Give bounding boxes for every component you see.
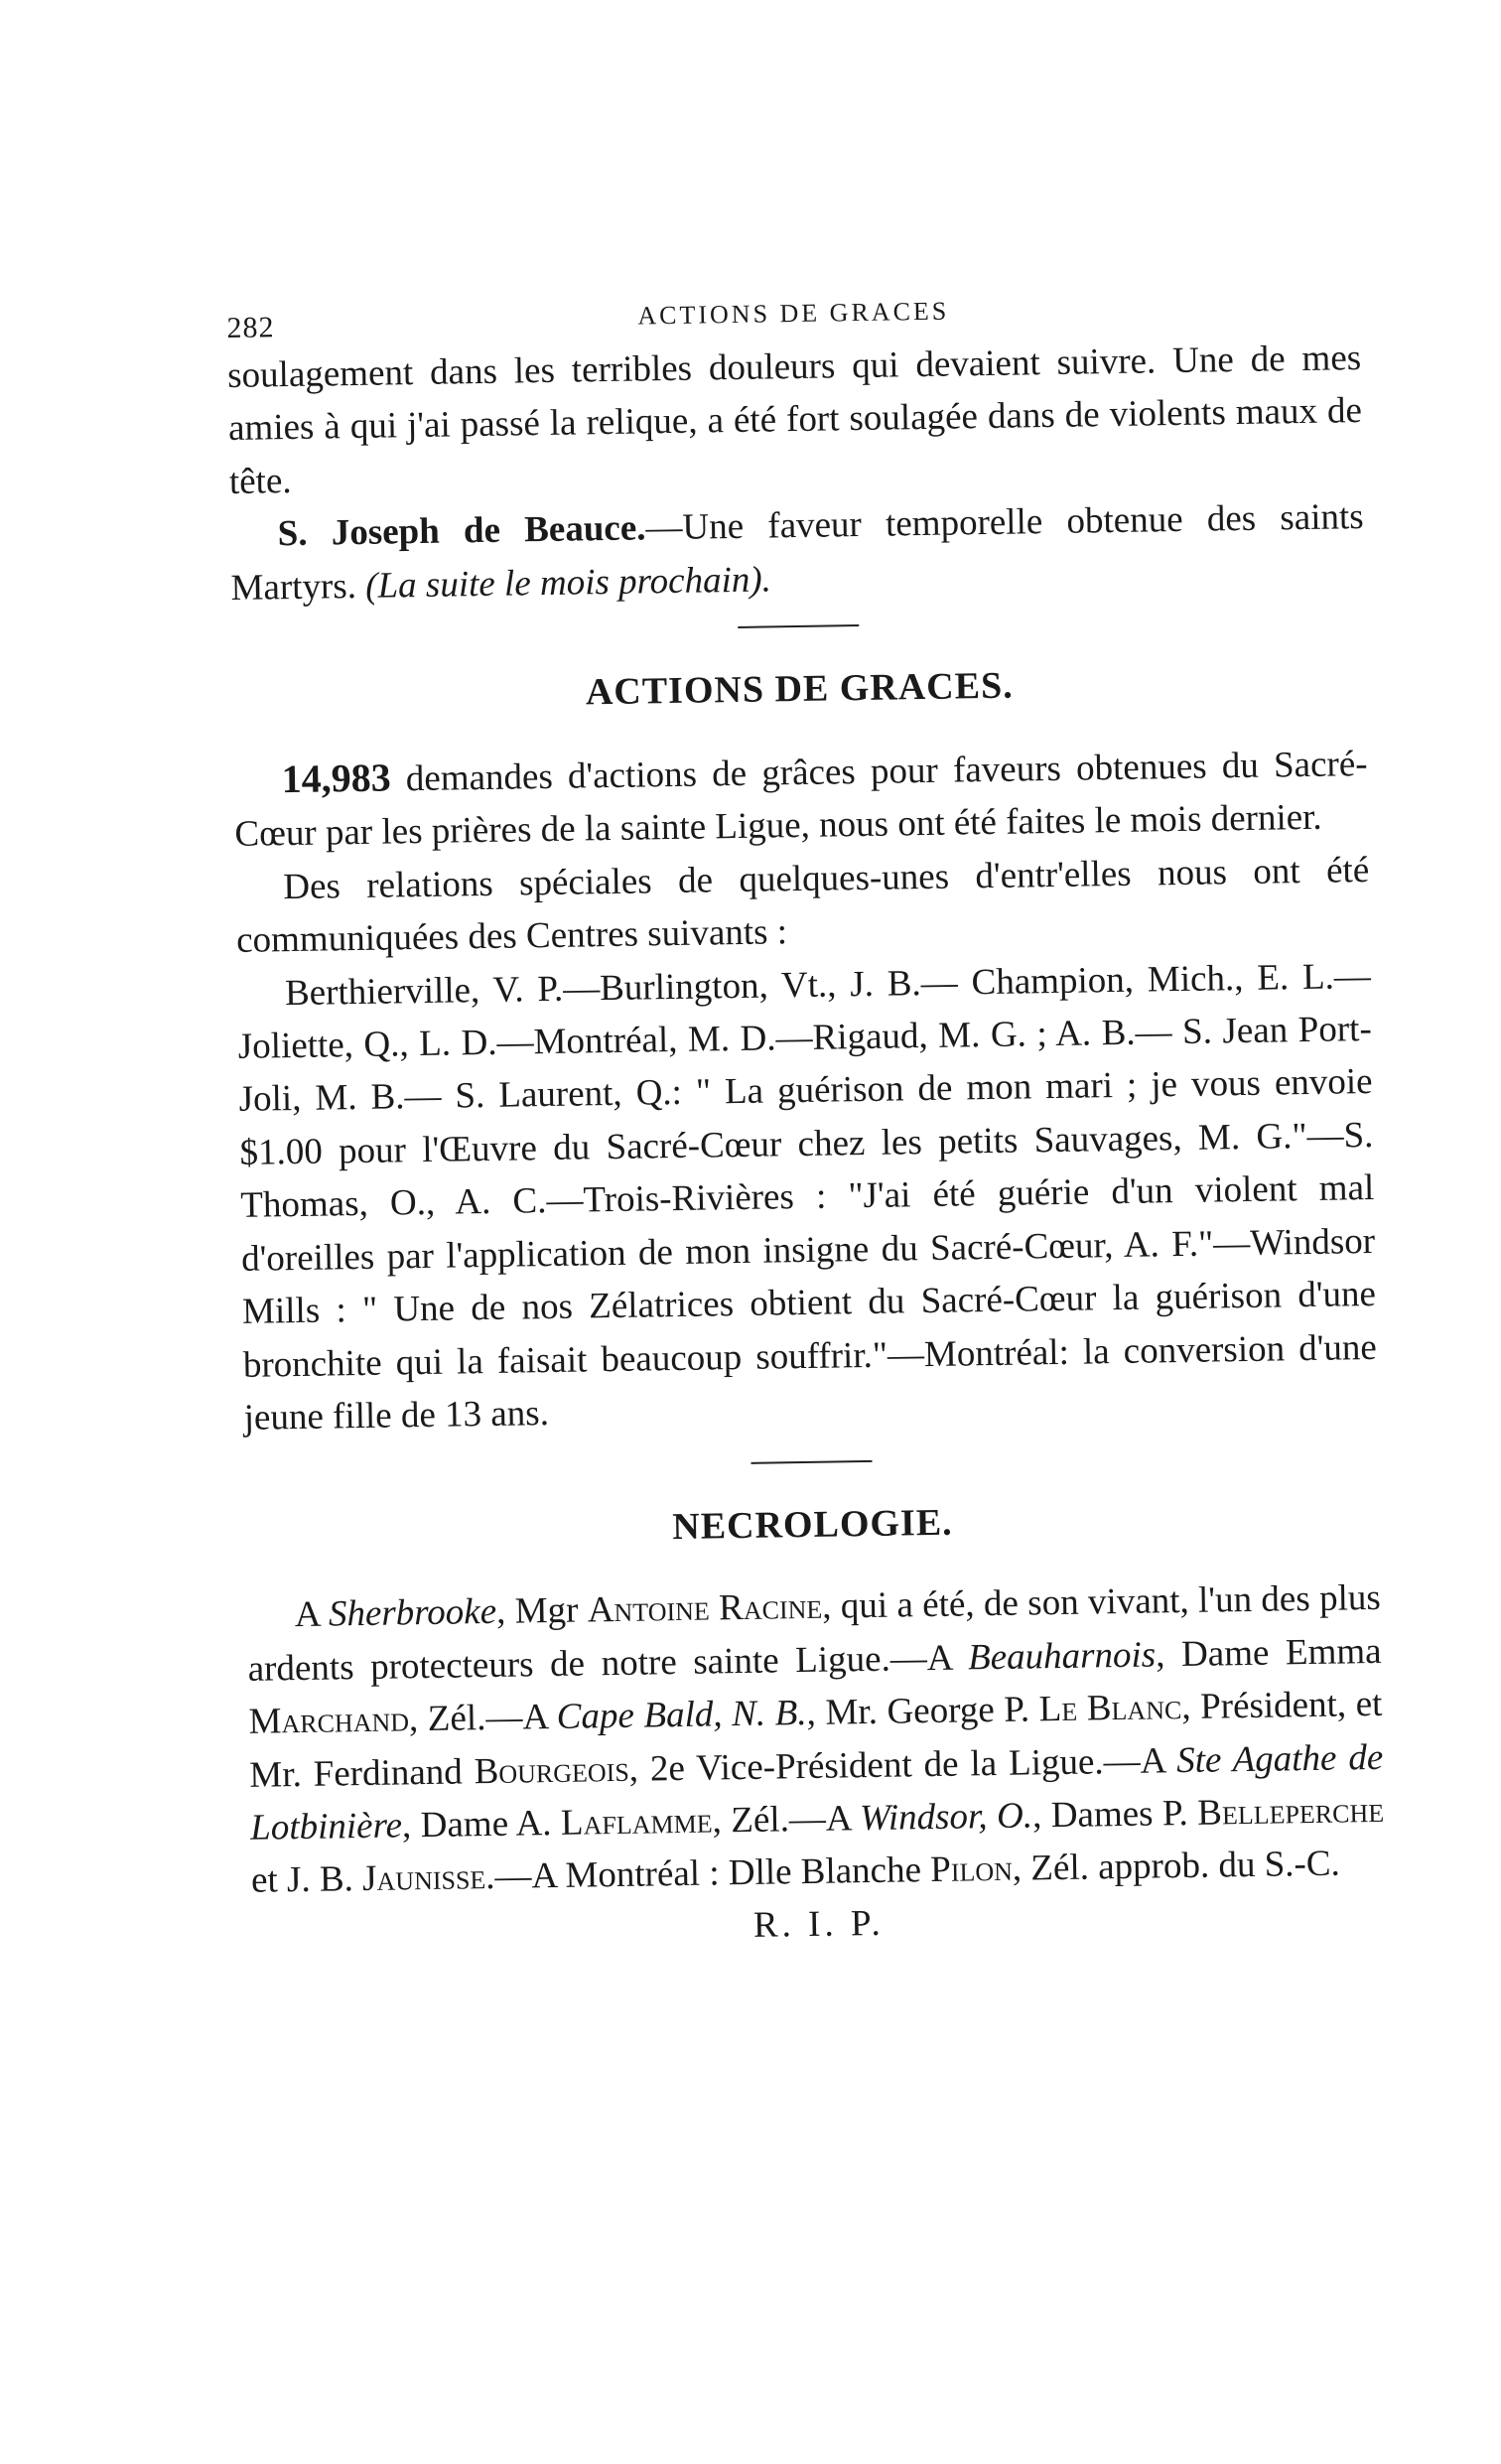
place-name: Cape Bald, N. B. xyxy=(556,1693,807,1738)
person-name: Jaunisse xyxy=(361,1856,486,1900)
person-name: Pilon xyxy=(929,1848,1014,1891)
actions-intro-paragraph xyxy=(233,736,1369,862)
text-segment: , Mgr xyxy=(495,1589,589,1633)
running-title: ACTIONS DE GRACES xyxy=(637,296,950,331)
text-segment: et J. B. xyxy=(250,1858,363,1902)
text-segment: , Zél. approb. du S.-C. xyxy=(1012,1843,1341,1890)
text-segment: , Dame Emma xyxy=(1155,1630,1382,1676)
person-name: Belleperche xyxy=(1196,1789,1385,1834)
text-segment: , Président, et Mr. Ferdinand xyxy=(249,1684,1383,1796)
paragraph-text: demandes d'actions de grâces pour faveurs obtenues du Sacré-Cœur par les prières de la sainte Ligue, nous ont été faites le mois dernier. xyxy=(234,744,1368,856)
place-name: S. Joseph de Beauce. xyxy=(277,507,646,555)
text-segment: , Dames P. xyxy=(1031,1792,1198,1837)
page xyxy=(226,280,1391,2283)
person-name: Bourgeois xyxy=(474,1748,630,1792)
necrologie-paragraph xyxy=(246,1572,1385,1907)
text-segment: , Dame A. xyxy=(401,1802,562,1847)
paragraph-text: —Une faveur temporelle obtenue des saints Martyrs. xyxy=(230,496,1364,609)
text-segment: , Zél.—A xyxy=(408,1697,558,1740)
relations-paragraph: Des relations spéciales de quelques-unes d'entr'elles nous ont été communiquées des Centres suivants : xyxy=(235,849,1370,962)
graces-count: 14,983 xyxy=(281,754,391,802)
place-name: Windsor, O. xyxy=(859,1795,1033,1840)
centres-paragraph: Berthierville, V. P.—Burlington, Vt., J. B.— Champion, Mich., E. L.— Joliette, Q., L. D.—Montréal, M. D.—Rigaud, M. G. ; A. B.— S. Jean Port-Joli, M. B.— S. Laurent, Q.: " La guérison de mon mari ; je vous envoie $1.00 pour l'Œuvre du Sacré-Cœur chez les petits Sauvages, M. G."—S. Thomas, O., A. C.—Trois-Rivières : "J'ai été guérie d'un violent mal d'oreilles par l'application de mon insigne du Sacré-Cœur, A. F."—Windsor Mills : " Une de nos Zélatrices obtient du Sacré-Cœur la guérison d'une bronchite qui la faisait beaucoup souffrir."—Montréal: la conversion d'une jeune fille de 13 ans. xyxy=(237,955,1378,1438)
text-segment: , Mr. George P. xyxy=(806,1689,1040,1734)
place-name: Sherbrooke xyxy=(328,1591,497,1635)
divider-rule xyxy=(738,624,859,628)
text-segment: , 2e Vice-Président de la Ligue.—A xyxy=(628,1739,1177,1790)
rip-closing: R. I. P. xyxy=(752,1902,885,1946)
continuation-note: (La suite le mois prochain). xyxy=(364,559,772,607)
person-name: Antoine Racine xyxy=(587,1586,823,1631)
text-segment: , Zél.—A xyxy=(712,1798,861,1842)
text-segment: .—A Montréal : Dlle Blanche xyxy=(484,1849,931,1898)
person-name: Le Blanc xyxy=(1038,1687,1182,1730)
joseph-de-beauce-paragraph xyxy=(229,490,1365,615)
text-segment: A xyxy=(294,1593,330,1636)
section-title-actions: ACTIONS DE GRACES. xyxy=(585,664,1014,714)
person-name: Laflamme xyxy=(560,1800,713,1844)
divider-rule xyxy=(750,1460,872,1464)
continued-paragraph: soulagement dans les terribles douleurs qui devaient suivre. Une de mes amies à qui j'ai passé la relique, a été fort soulagée dans de violents maux de tête. xyxy=(226,338,1363,502)
person-name: Marchand xyxy=(248,1699,410,1742)
section-title-necrologie: NECROLOGIE. xyxy=(672,1501,953,1549)
place-name: Beauharnois xyxy=(967,1634,1157,1679)
page-number: 282 xyxy=(226,311,275,344)
text-segment: , qui a été, de son vivant, l'un des plus ardents protecteurs de notre sainte Ligue.—A xyxy=(247,1577,1382,1690)
place-name: Ste Agathe de Lotbinière xyxy=(249,1736,1384,1848)
